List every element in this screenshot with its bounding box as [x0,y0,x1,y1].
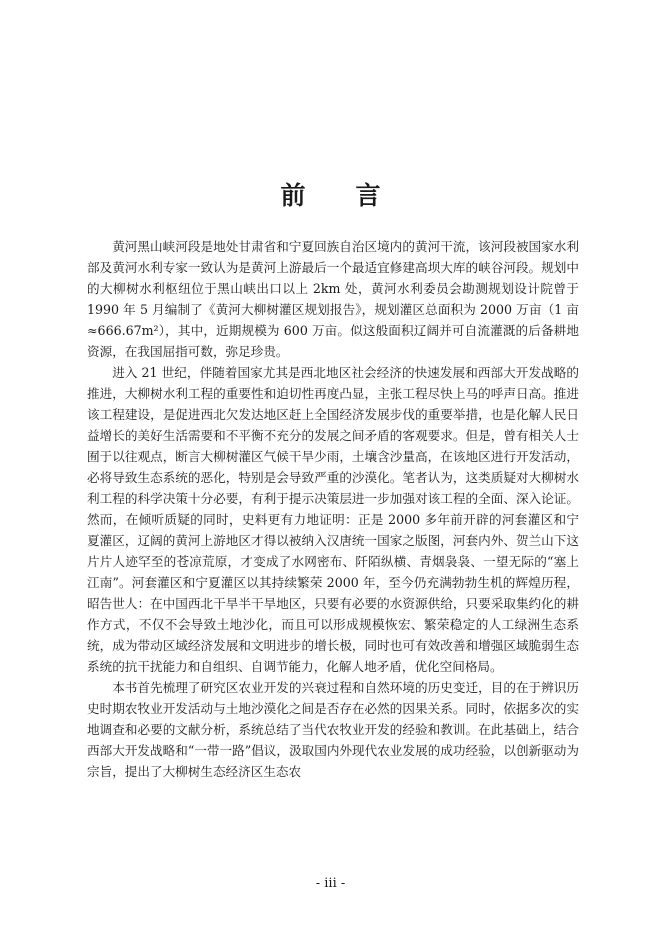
page-number: - iii - [315,876,346,891]
paragraph: 本书首先梳理了研究区农业开发的兴衰过程和自然环境的历史变迁，目的在于辨识历史时期农牧业开发活动与土地沙漠化之间是否存在必然的因果关系。同时，依据多次的实地调查和必要的文献分析，系统总结了当代农牧业开发的经验和教训。在此基础上，结合西部大开发战略和“一带一路”倡议，汲取国内外现代农业发展的成功经验，以创新驱动为宗旨，提出了大柳树生态经济区生态农 [87,680,579,779]
paragraph: 进入 21 世纪，伴随着国家尤其是西北地区社会经济的快速发展和西部大开发战略的推进，大柳树水利工程的重要性和迫切性再度凸显，主张工程尽快上马的呼声日高。推进该工程建设，是促进西北欠发达地区赶上全国经济发展步伐的重要举措，也是化解人民日益增长的美好生活需要和不平衡不充分的发展之间矛盾的客观要求。但是，曾有相关人士囿于以往观点，断言大柳树灌区气候干旱少雨，土壤含沙量高，在该地区进行开发活动，必将导致生态系统的恶化，特别是会导致严重的沙漠化。笔者认为，这类质疑对大柳树水利工程的科学决策十分必要，有利于提示决策层进一步加强对该工程的全面、深入论证。然而，在倾听质疑的同时，史料更有力地证明：正是 2000 多年前开辟的河套灌区和宁夏灌区，辽阔的黄河上游地区才得以被纳入汉唐统一国家之版图，河套内外、贺兰山下这片片人迹罕至的苍凉荒原，才变成了水网密布、阡陌纵横、青烟袅袅、一望无际的“塞上江南”。河套灌区和宁夏灌区以其持续繁荣 2000 年，至今仍充满勃勃生机的辉煌历程，昭告世人：在中国西北干旱半干旱地区，只要有必要的水资源供给，只要采取集约化的耕作方式，不仅不会导致土地沙化，而且可以形成规模恢宏、繁荣稳定的人工绿洲生态系统，成为带动区域经济发展和文明进步的增长极，同时也可有效改善和增强区域脆弱生态系统的抗干扰能力和自组织、自调节能力，化解人地矛盾，优化空间格局。 [87,365,579,674]
paragraph: 黄河黑山峡河段是地处甘肃省和宁夏回族自治区境内的黄河干流，该河段被国家水利部及黄河水利专家一致认为是黄河上游最后一个最适宜修建高坝大库的峡谷河段。规划中的大柳树水利枢纽位于黑山峡出口以上 2km 处，黄河水利委员会勘测规划设计院曾于 1990 年 5 月编制了《黄河大柳树灌区规划报告》，规划灌区总面积为 2000 万亩（1 亩≈666.67m²），其中，近期规模为 600 万亩。似这般面积辽阔并可自流灌溉的后备耕地资源，在我国屈指可数，弥足珍贵。 [87,239,579,359]
preface-body [87,236,579,782]
page-title: 前言 [280,181,431,210]
